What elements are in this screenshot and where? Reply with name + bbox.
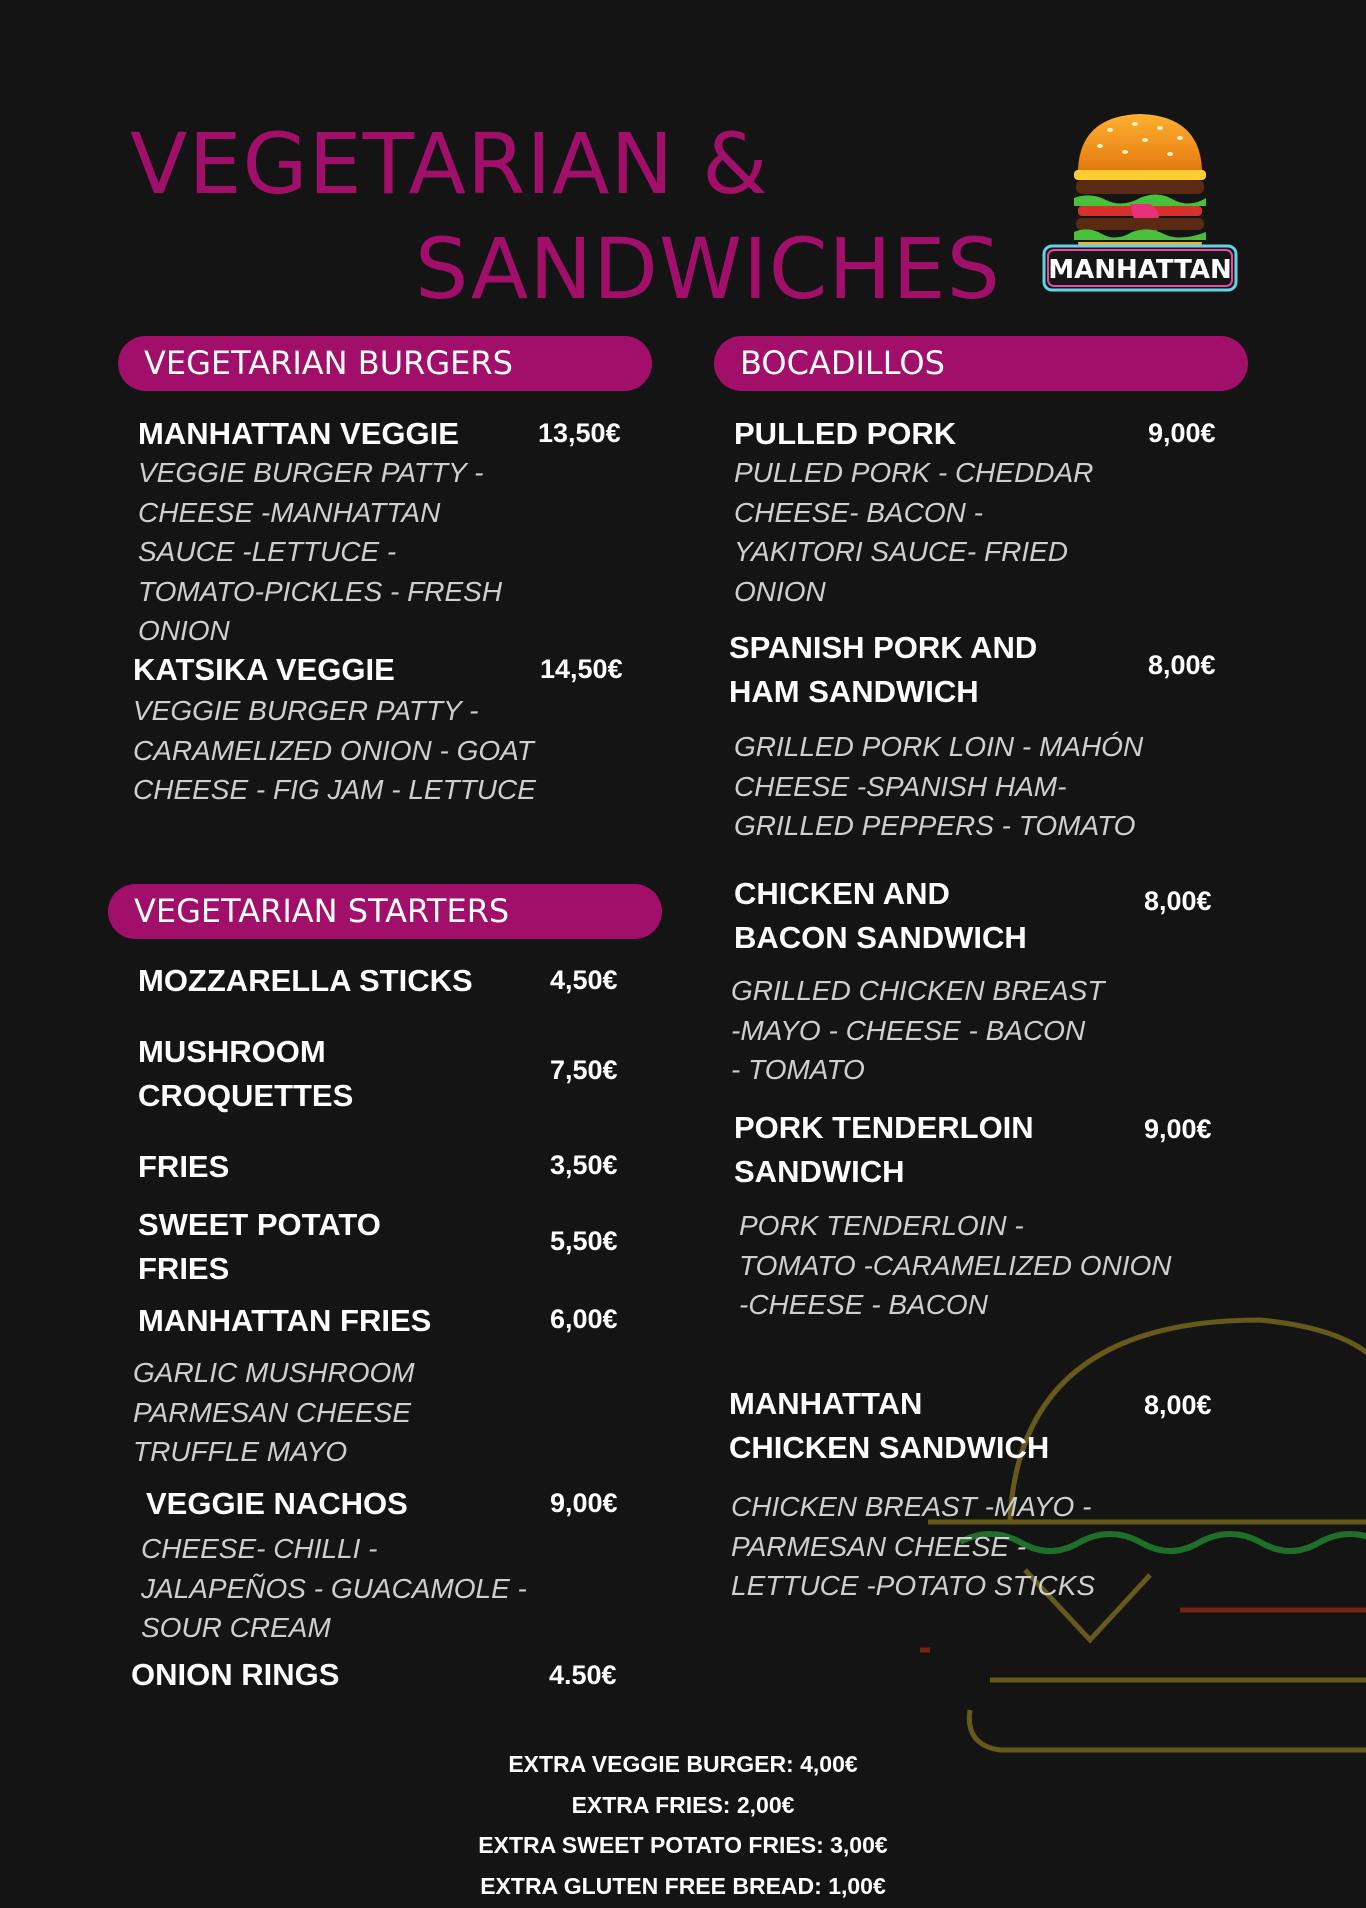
menu-item-name: MOZZARELLA STICKS [138, 963, 473, 998]
menu-item-price: 8,00€ [1148, 650, 1216, 680]
menu-item-name: SWEET POTATO FRIES [138, 1207, 381, 1286]
burger-logo-icon [1040, 108, 1240, 298]
menu-item-description: CHICKEN BREAST -MAYO - PARMESAN CHEESE - LETTUCE -POTATO STICKS [731, 1491, 1096, 1601]
menu-item-name: PORK TENDERLOIN SANDWICH [734, 1110, 1034, 1189]
menu-item-description: GRILLED CHICKEN BREAST -MAYO - CHEESE - BACON - TOMATO [731, 975, 1105, 1085]
menu-item-price: 4.50€ [549, 1660, 617, 1690]
page-title-line2: SANDWICHES [415, 220, 1001, 318]
menu-item-price: 3,50€ [550, 1150, 618, 1180]
menu-item-price: 8,00€ [1144, 886, 1212, 916]
menu-item-price: 9,00€ [1148, 418, 1216, 448]
extra-item: EXTRA VEGGIE BURGER: 4,00€ [508, 1751, 858, 1777]
menu-item-price: 6,00€ [550, 1304, 618, 1334]
menu-item-price: 9,00€ [1144, 1114, 1212, 1144]
menu-item-price: 5,50€ [550, 1226, 618, 1256]
menu-item-name: VEGGIE NACHOS [146, 1486, 408, 1521]
menu-item-price: 13,50€ [538, 418, 621, 448]
menu-item-name: PULLED PORK [734, 416, 957, 451]
menu-item-name: CHICKEN AND BACON SANDWICH [734, 876, 1027, 955]
menu-item-name: ONION RINGS [131, 1657, 340, 1692]
menu-item-description: GRILLED PORK LOIN - MAHÓN CHEESE -SPANISH HAM- GRILLED PEPPERS - TOMATO [734, 731, 1144, 841]
menu-item-price: 8,00€ [1144, 1390, 1212, 1420]
extra-item: EXTRA FRIES: 2,00€ [571, 1791, 795, 1818]
menu-item-name: MANHATTAN VEGGIE [138, 416, 459, 451]
menu-item-price: 14,50€ [540, 654, 623, 684]
section-header-vegetarian-starters: VEGETARIAN STARTERS [108, 884, 662, 939]
extra-item: EXTRA SWEET POTATO FRIES: 3,00€ [478, 1832, 888, 1858]
menu-item-name: MANHATTAN FRIES [138, 1303, 432, 1338]
menu-item-price: 7,50€ [550, 1055, 618, 1085]
extra-item: EXTRA GLUTEN FREE BREAD: 1,00€ [480, 1872, 886, 1899]
menu-item-description: PORK TENDERLOIN - TOMATO -CARAMELIZED ONION -CHEESE - BACON [739, 1210, 1172, 1320]
page-title-line1: VEGETARIAN & [130, 115, 769, 213]
logo-text: MANHATTAN [1048, 255, 1232, 285]
menu-item-description: PULLED PORK - CHEDDAR CHEESE- BACON - YAKITORI SAUCE- FRIED ONION [734, 457, 1094, 607]
section-header-bocadillos: BOCADILLOS [714, 336, 1248, 391]
menu-item-description: VEGGIE BURGER PATTY - CARAMELIZED ONION - GOAT CHEESE - FIG JAM - LETTUCE [133, 695, 536, 805]
menu-item-description: GARLIC MUSHROOM PARMESAN CHEESE TRUFFLE MAYO [133, 1357, 415, 1467]
menu-item-name: MUSHROOM CROQUETTES [138, 1034, 354, 1113]
menu-item-price: 4,50€ [550, 965, 618, 995]
menu-item-name: MANHATTAN CHICKEN SANDWICH [729, 1386, 1050, 1465]
extras-list [0, 1744, 1366, 1906]
menu-item-name: FRIES [138, 1149, 230, 1184]
menu-item-name: KATSIKA VEGGIE [133, 652, 395, 687]
menu-item-description: VEGGIE BURGER PATTY - CHEESE -MANHATTAN SAUCE -LETTUCE - TOMATO-PICKLES - FRESH ONION [138, 457, 503, 646]
section-header-vegetarian-burgers: VEGETARIAN BURGERS [118, 336, 652, 391]
menu-item-description: CHEESE- CHILLI - JALAPEÑOS - GUACAMOLE - SOUR CREAM [141, 1533, 527, 1643]
menu-item-name: SPANISH PORK AND HAM SANDWICH [729, 630, 1038, 709]
menu-item-price: 9,00€ [550, 1488, 618, 1518]
